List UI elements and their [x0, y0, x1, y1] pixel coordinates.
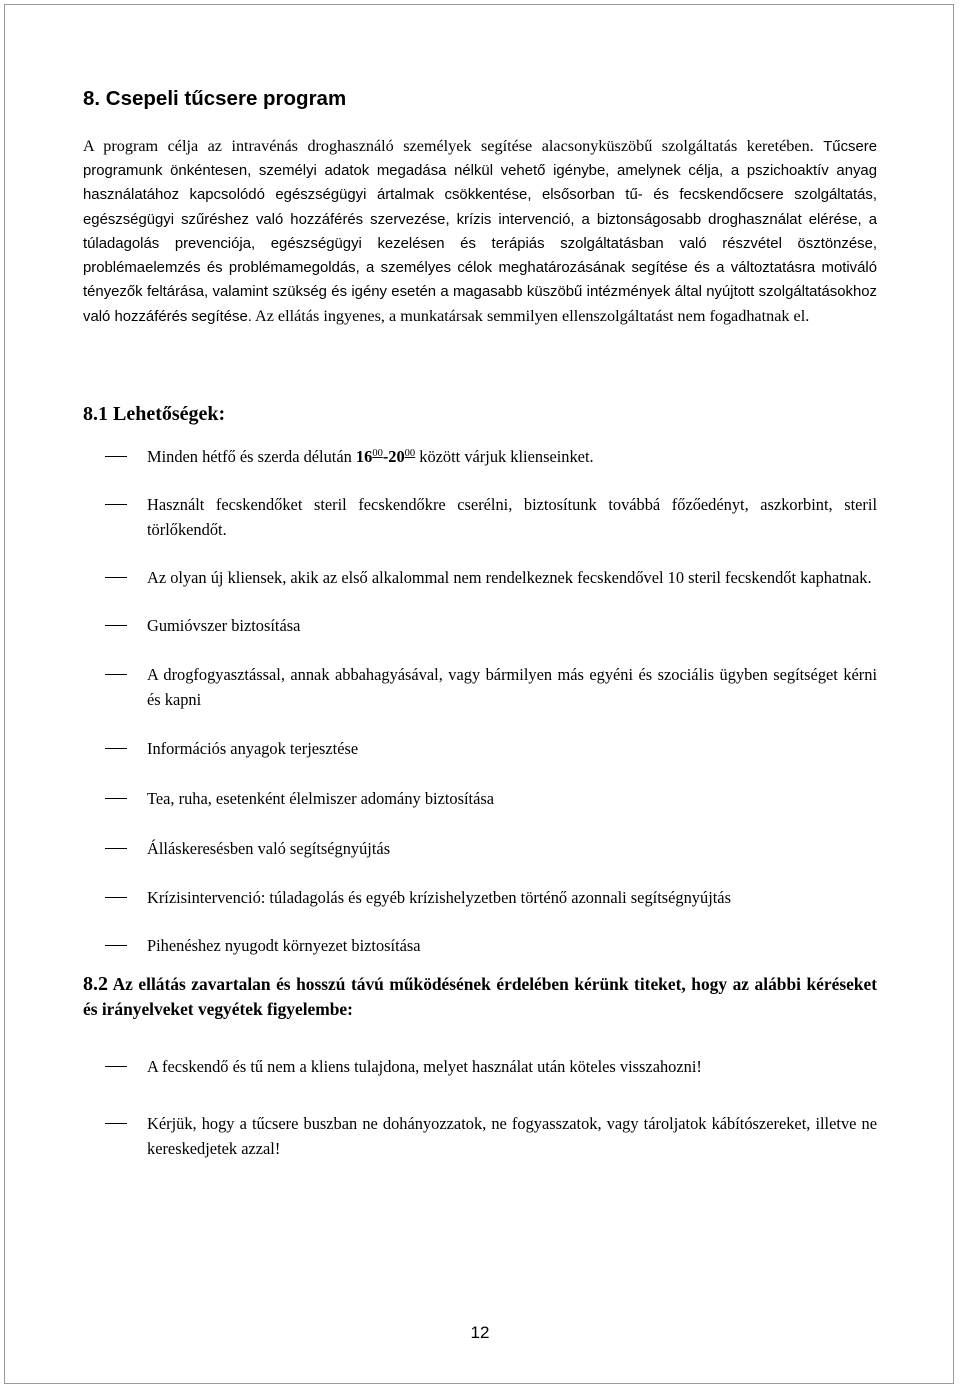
intro-sentence-2: Tűcsere programunk önkéntesen, személyi adatok megadása nélkül vehető igénybe, amelynek célja, a pszichoaktív anyag használatához kapcsolódó egészségügyi ártalmak csökkentése, elsősorban tű- és fecskendőcsere szolgáltatás, egészségügyi szűréshez való hozzáférés szervezése, krízis intervenció, a biztonságosabb droghasználat elérése, a túladagolás prevenciója, egészségügyi kezelésen és terápiás szolgáltatásban való részvétel ösztönzése, problémaelemzés és problémamegoldás, a személyes célok meghatározásának segítése és a változtatásra motiváló tényezők feltárása, valamint szükség és igény esetén a magasabb küszöbű intézmények által nyújtott szolgáltatásokhoz való hozzáférés segítése.	[83, 139, 877, 326]
dash-bullet	[105, 1123, 127, 1125]
section-8-2-number: 8.2	[83, 972, 108, 995]
list-item: Kérjük, hogy a tűcsere buszban ne dohányozzatok, ne fogyasszatok, vagy tároljatok kábítószereket, illetve ne kereskedjetek azzal!	[83, 1111, 877, 1161]
list-item: Pihenéshez nyugodt környezet biztosítása	[83, 933, 877, 958]
end-minutes: 00	[404, 447, 416, 459]
start-minutes: 00	[372, 447, 383, 459]
intro-sentence-1: A program célja az intravénás droghasználó személyek segítése alacsonyküszöbű szolgáltatás keretében.	[83, 137, 824, 155]
dash-bullet	[105, 577, 127, 579]
dash-bullet	[105, 897, 127, 899]
options-list	[83, 444, 877, 958]
page-number: 12	[470, 1323, 490, 1342]
list-item: Gumióvszer biztosítása	[83, 613, 877, 638]
dash-bullet	[105, 798, 127, 800]
dash-bullet	[105, 504, 127, 506]
requests-list	[83, 1054, 877, 1161]
dash-bullet	[105, 1066, 127, 1068]
dash-bullet	[105, 848, 127, 850]
dash-bullet	[105, 748, 127, 750]
section-8-intro	[83, 134, 877, 330]
list-item: Álláskeresésben való segítségnyújtás	[83, 836, 877, 861]
dash-bullet	[105, 674, 127, 676]
list-item: A fecskendő és tű nem a kliens tulajdona, melyet használat után köteles visszahozni!	[83, 1054, 877, 1079]
list-item-hours: Minden hétfő és szerda délután $16^{00}-20^{00}$ között várjuk klienseinket.	[83, 444, 877, 469]
list-item: Használt fecskendőket steril fecskendőkre cserélni, biztosítunk továbbá főzőedényt, aszkorbint, steril törlőkendőt.	[83, 492, 877, 542]
list-item: Krízisintervenció: túladagolás és egyéb krízishelyzetben történő azonnali segítségnyújtás	[83, 885, 877, 910]
dash-bullet	[105, 945, 127, 947]
list-item: Az olyan új kliensek, akik az első alkalommal nem rendelkeznek fecskendővel 10 steril fecskendőt kaphatnak.	[83, 565, 877, 590]
list-item: Információs anyagok terjesztése	[83, 736, 877, 761]
section-8-2-heading	[83, 972, 877, 1022]
document-body	[83, 84, 877, 1161]
section-8-title: 8. Csepeli tűcsere program	[83, 87, 347, 110]
list-item: A drogfogyasztással, annak abbahagyásával, vagy bármilyen más egyéni és szociális ügyben segítséget kérni és kapni	[83, 662, 877, 712]
dash-bullet	[105, 456, 127, 458]
section-8-2-title: Az ellátás zavartalan és hosszú távú működésének érdelében kérünk titeket, hogy az alábbi kéréseket és irányelveket vegyétek figyelembe:	[83, 973, 877, 1019]
intro-sentence-3: Az ellátás ingyenes, a munkatársak semmilyen ellenszolgáltatást nem fogadhatnak el.	[251, 307, 810, 326]
dash-bullet	[105, 625, 127, 627]
section-8-1-title: 8.1 Lehetőségek:	[83, 402, 226, 425]
list-item: Tea, ruha, esetenként élelmiszer adomány biztosítása	[83, 786, 877, 811]
